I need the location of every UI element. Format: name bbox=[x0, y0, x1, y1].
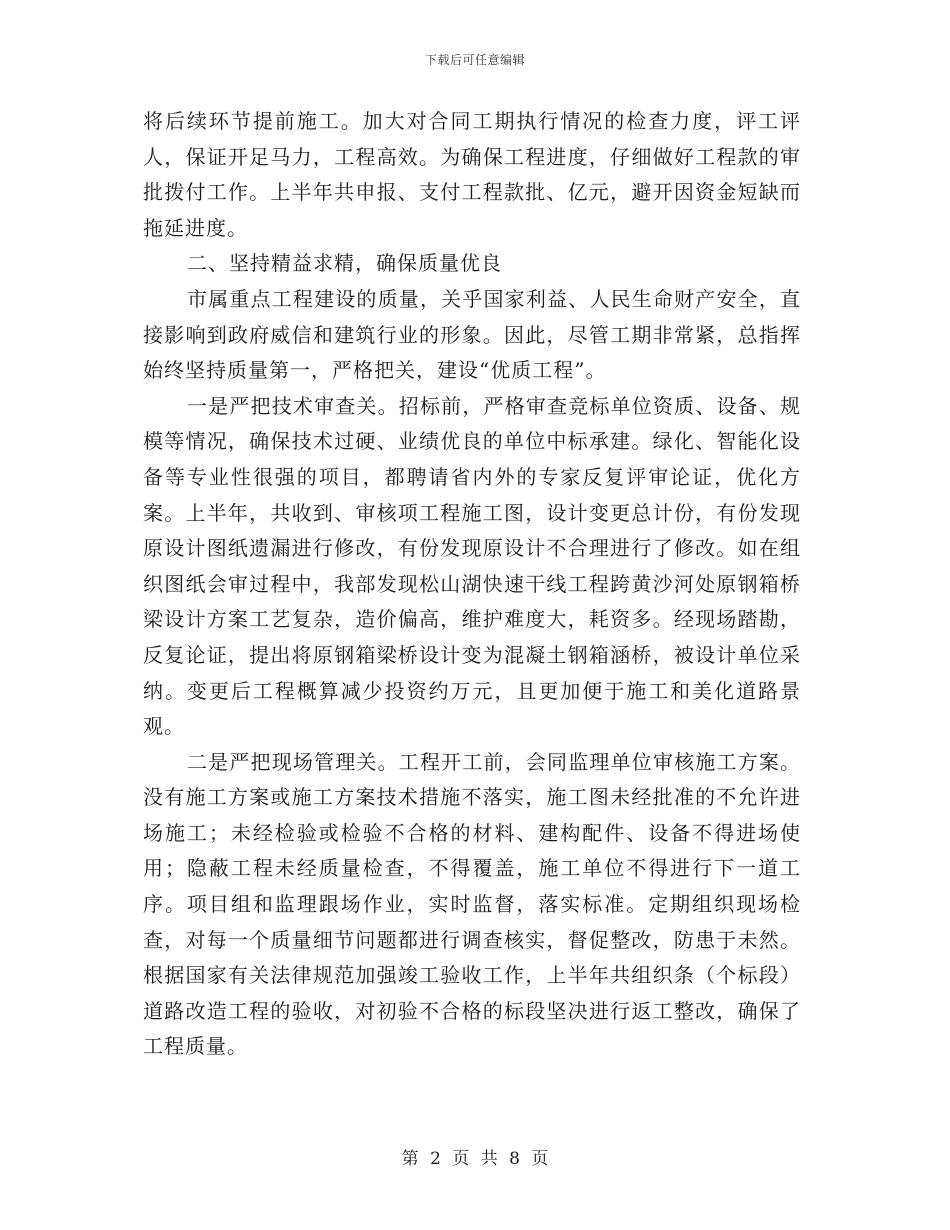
footer-middle: 页 共 bbox=[452, 1149, 498, 1169]
total-page-count: 8 bbox=[509, 1149, 520, 1169]
footer-suffix: 页 bbox=[531, 1149, 549, 1169]
paragraph: 将后续环节提前施工。加大对合同工期执行情况的检查力度，评工评人，保证开足马力，工程高效。为确保工程进度，仔细做好工程款的审批拨付工作。上半年共申报、支付工程款批、亿元，避开因资金短缺而拖延进度。 bbox=[143, 109, 801, 240]
section-heading: 二、坚持精益求精，确保质量优良 bbox=[187, 251, 502, 276]
header-note: 下载后可任意编辑 bbox=[424, 53, 525, 67]
document-body bbox=[143, 104, 801, 1065]
paragraph: 二是严把现场管理关。工程开工前，会同监理单位审核施工方案。没有施工方案或施工方案技术措施不落实，施工图未经批准的不允许进场施工；未经检验或检验不合格的材料、建构配件、设备不得进场使用；隐蔽工程未经质量检查，不得覆盖，施工单位不得进行下一道工序。项目组和监理跟场作业，实时监督，落实标准。定期组织现场检查，对每一个质量细节问题都进行调查核实，督促整改，防患于未然。根据国家有关法律规范加强竣工验收工作，上半年共组织条（个标段）道路改造工程的验收，对初验不合格的标段坚决进行返工整改，确保了工程质量。 bbox=[143, 749, 801, 1059]
paragraph: 一是严把技术审查关。招标前，严格审查竞标单位资质、设备、规模等情况，确保技术过硬、业绩优良的单位中标承建。绿化、智能化设备等专业性很强的项目，都聘请省内外的专家反复评审论证，优化方案。上半年，共收到、审核项工程施工图，设计变更总计份，有份发现原设计图纸遗漏进行修改，有份发现原设计不合理进行了修改。如在组织图纸会审过程中，我部发现松山湖快速干线工程跨黄沙河处原钢箱桥梁设计方案工艺复杂，造价偏高，维护难度大，耗资多。经现场踏勘，反复论证，提出将原钢箱梁桥设计变为混凝土钢箱涵桥，被设计单位采纳。变更后工程概算减少投资约万元，且更加便于施工和美化道路景观。 bbox=[143, 393, 801, 739]
paragraph: 市属重点工程建设的质量，关乎国家利益、人民生命财产安全，直接影响到政府威信和建筑行业的形象。因此，尽管工期非常紧，总指挥始终坚持质量第一，严格把关，建设“优质工程”。 bbox=[143, 286, 801, 383]
page-footer bbox=[0, 1148, 950, 1170]
footer-prefix: 第 bbox=[401, 1149, 419, 1169]
current-page-number: 2 bbox=[430, 1149, 441, 1169]
page-header bbox=[0, 52, 950, 68]
